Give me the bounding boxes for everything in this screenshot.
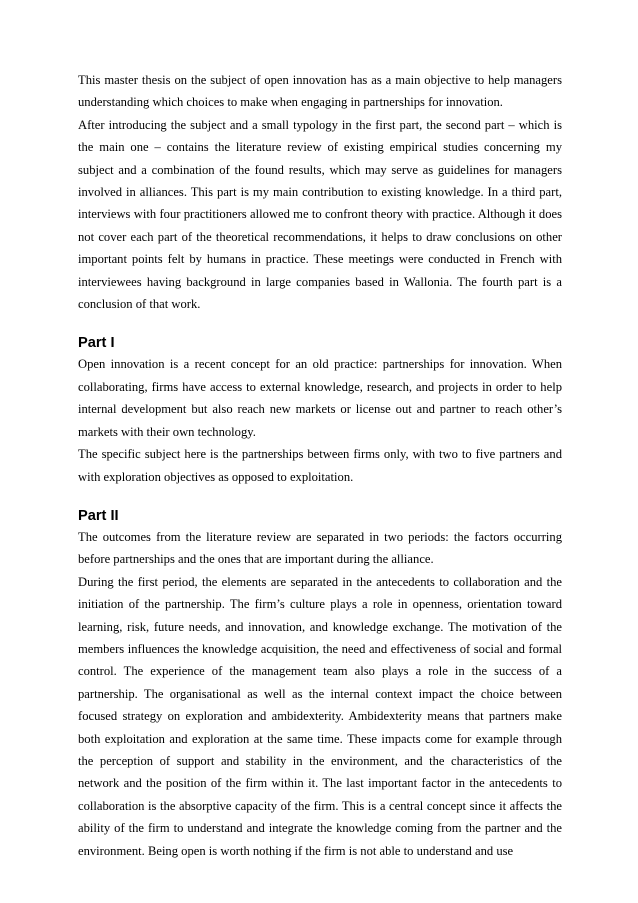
- intro-paragraph-1: This master thesis on the subject of open innovation has as a main objective to help managers understanding which choices to make when engaging in partnerships for innovation.: [78, 73, 562, 110]
- section-spacer: [78, 488, 562, 506]
- part-1-paragraph-2: The specific subject here is the partnerships between firms only, with two to five partners and with exploration objectives as opposed to exploitation.: [78, 447, 562, 484]
- intro-paragraph-2: After introducing the subject and a small typology in the first part, the second part – which is the main one – contains the literature review of existing empirical studies concerning my subject and a combination of the found results, which may serve as guidelines for managers involved in alliances. This part is my main contribution to existing knowledge. In a third part, interviews with four practitioners allowed me to confront theory with practice. Although it does not cover each part of the theoretical recommendations, it helps to draw conclusions on other important points felt by humans in practice. These meetings were conducted in French with interviewees having background in large companies based in Wallonia. The fourth part is a conclusion of that work.: [78, 117, 562, 312]
- part-2-heading: Part II: [78, 507, 119, 524]
- document-page: [78, 69, 562, 862]
- part-1-paragraph-1: Open innovation is a recent concept for an old practice: partnerships for innovation. When collaborating, firms have access to external knowledge, research, and projects in order to help internal development but also reach new markets or license out and partner to reach other’s markets with their own technology.: [78, 357, 562, 439]
- part-2-paragraph-2: During the first period, the elements are separated in the antecedents to collaboration and the initiation of the partnership. The firm’s culture plays a role in openness, orientation toward learning, risk, future needs, and innovation, and knowledge exchange. The motivation of the members influences the knowledge acquisition, the need and effectiveness of social and formal control. The experience of the management team also plays a role in the success of a partnership. The organisational as well as the internal context impact the choice between focused strategy on exploration and ambidexterity. Ambidexterity means that partners make both exploitation and exploration at the same time. These impacts come for example through the perception of support and stability in the environment, and the characteristics of the network and the position of the firm within it. The last important factor in the antecedents to collaboration is the absorptive capacity of the firm. This is a central concept since it affects the ability of the firm to understand and integrate the knowledge coming from the partner and the environment. Being open is worth nothing if the firm is not able to understand and use: [78, 574, 562, 858]
- part-2-paragraph-1: The outcomes from the literature review are separated in two periods: the factors occurring before partnerships and the ones that are important during the alliance.: [78, 529, 562, 567]
- part-1-heading: Part I: [78, 335, 115, 352]
- section-spacer: [78, 315, 562, 333]
